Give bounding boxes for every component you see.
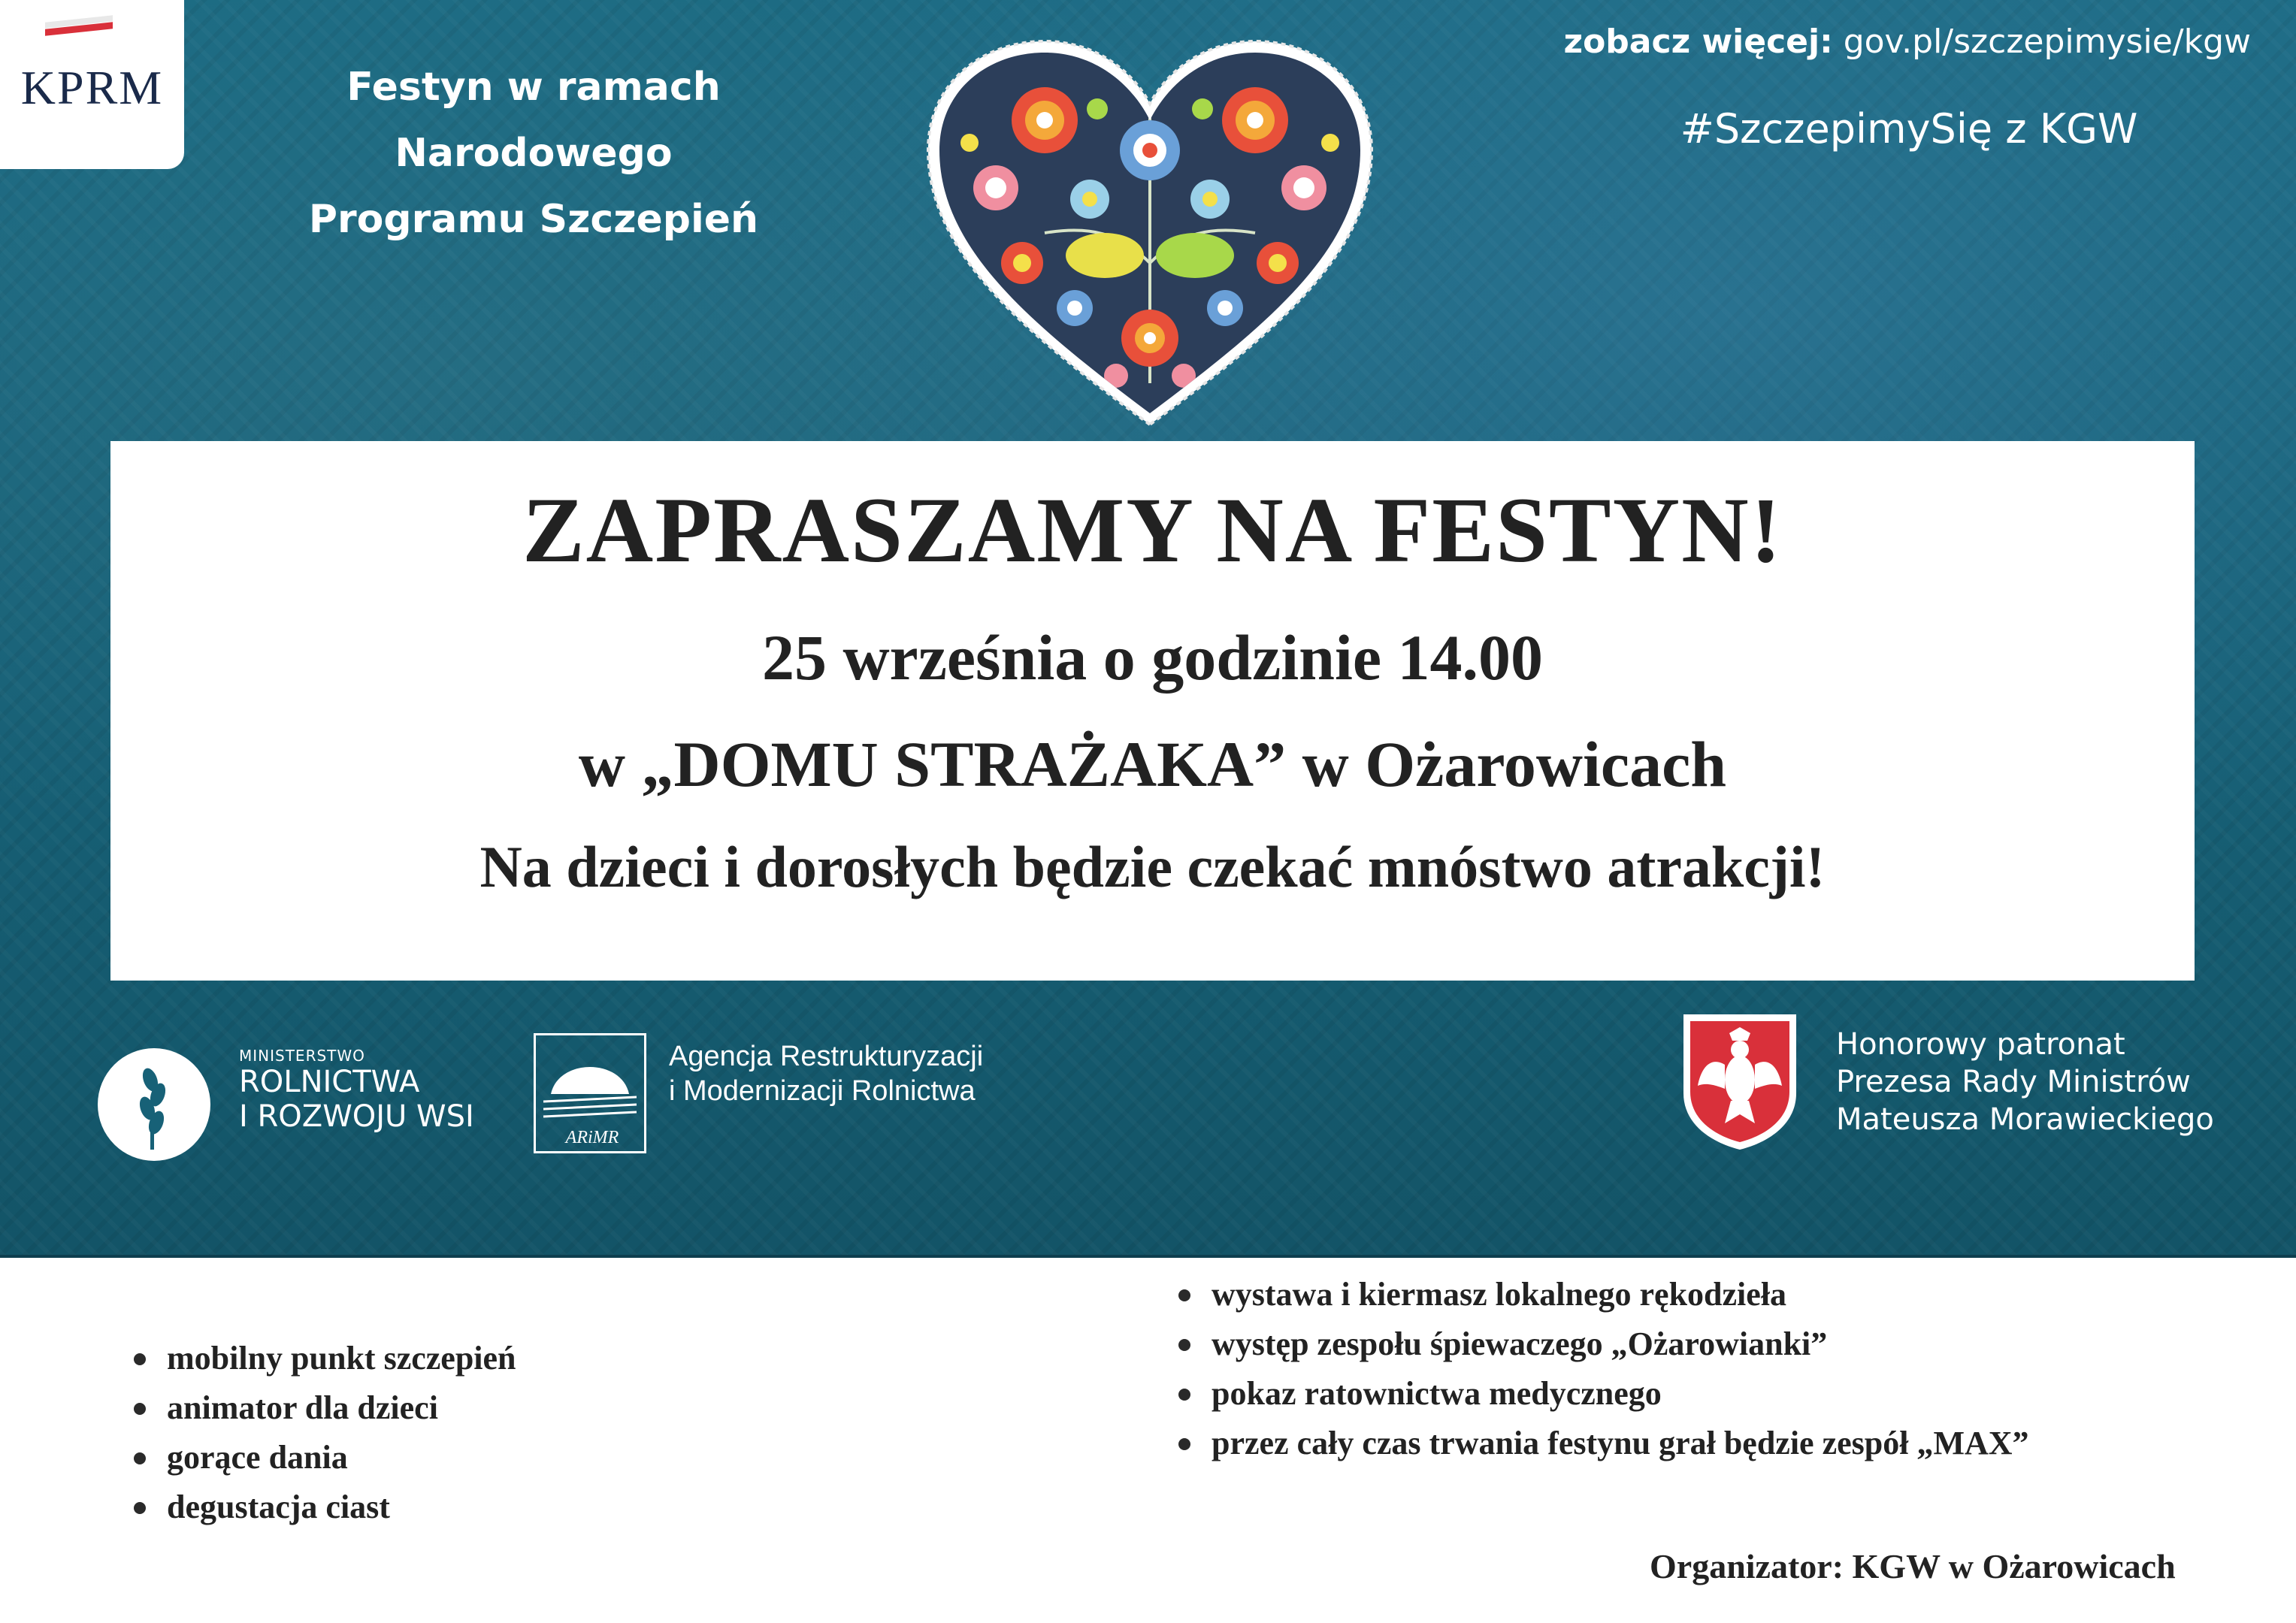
list-item-text: mobilny punkt szczepień	[167, 1340, 516, 1377]
arimr-emblem-icon	[534, 1033, 646, 1153]
polish-flag-icon	[45, 19, 113, 35]
bullet-icon	[1178, 1438, 1190, 1450]
patron-line-3: Mateusza Morawieckiego	[1836, 1102, 2214, 1137]
bullet-icon	[1178, 1339, 1190, 1351]
invitation-place: w „DOMU STRAŻAKA” w Ożarowicach	[578, 728, 1727, 800]
list-item	[128, 1334, 516, 1383]
attractions-list-right	[1172, 1270, 2029, 1468]
arimr-emblem-label: ARiMR	[565, 1128, 619, 1147]
list-item-text: przez cały czas trwania festynu grał będzie zespół „MAX”	[1212, 1425, 2029, 1461]
list-item-text: gorące dania	[167, 1439, 348, 1476]
list-item-text: wystawa i kiermasz lokalnego rękodzieła	[1212, 1276, 1787, 1313]
list-item-text: degustacja ciast	[167, 1489, 390, 1525]
list-item	[1172, 1419, 2029, 1468]
invitation-box	[110, 441, 2195, 981]
patron-line-1: Honorowy patronat	[1836, 1027, 2125, 1062]
ministry-name-line-2: I ROZWOJU WSI	[239, 1099, 474, 1134]
arimr-logo	[534, 1033, 1022, 1161]
list-item	[128, 1482, 516, 1532]
arimr-name-line-1: Agencja Restrukturyzacji	[669, 1041, 984, 1072]
bullet-icon	[134, 1502, 146, 1514]
list-item-text: pokaz ratownictwa medycznego	[1212, 1375, 1662, 1412]
polish-eagle-icon	[1680, 1011, 1800, 1153]
invitation-date: 25 września o godzinie 14.00	[761, 621, 1544, 694]
list-item-text: animator dla dzieci	[167, 1389, 438, 1426]
arimr-name-line-2: i Modernizacji Rolnictwa	[669, 1075, 976, 1107]
bullet-icon	[134, 1403, 146, 1415]
ministry-name	[239, 1065, 474, 1134]
wheat-icon	[98, 1048, 210, 1161]
festyn-title	[271, 54, 797, 252]
honorary-patronage	[1680, 1011, 2266, 1161]
invitation-headline: ZAPRASZAMY NA FESTYN!	[522, 479, 1783, 582]
kprm-logo-text: KPRM	[20, 61, 164, 114]
festyn-title-line-1: Festyn w ramach	[346, 65, 721, 110]
bullet-icon	[134, 1353, 146, 1365]
list-item	[1172, 1369, 2029, 1419]
ministry-agriculture-logo	[98, 1033, 504, 1161]
more-info-url[interactable]: gov.pl/szczepimysie/kgw	[1843, 23, 2251, 61]
list-item	[128, 1433, 516, 1482]
folk-art-heart-icon	[924, 38, 1375, 436]
organizer: Organizator: KGW w Ożarowicach	[1650, 1547, 2176, 1585]
festyn-title-line-3: Programu Szczepień	[308, 197, 759, 242]
list-item	[1172, 1319, 2029, 1369]
ministry-small-label: MINISTERSTWO	[239, 1047, 365, 1065]
attractions-list-left	[128, 1334, 516, 1532]
patron-text	[1836, 1026, 2214, 1138]
festyn-title-line-2: Narodowego	[395, 131, 673, 176]
list-item-text: występ zespołu śpiewaczego „Ożarowianki”	[1212, 1325, 1828, 1362]
more-info-link[interactable]	[1484, 23, 2251, 61]
invitation-attractions: Na dzieci i dorosłych będzie czekać mnóstwo atrakcji!	[479, 834, 1826, 899]
kprm-logo	[0, 0, 184, 169]
arimr-name	[669, 1039, 983, 1108]
list-item	[128, 1383, 516, 1433]
more-info-label: zobacz więcej:	[1563, 23, 1833, 61]
bullet-icon	[1178, 1389, 1190, 1401]
hashtag: #SzczepimySię z KGW	[1680, 105, 2138, 153]
bullet-icon	[134, 1452, 146, 1464]
bullet-icon	[1178, 1289, 1190, 1301]
list-item	[1172, 1270, 2029, 1319]
patron-line-2: Prezesa Rady Ministrów	[1836, 1065, 2191, 1099]
banner-bottom-edge	[0, 1255, 2296, 1258]
ministry-name-line-1: ROLNICTWA	[239, 1065, 420, 1099]
